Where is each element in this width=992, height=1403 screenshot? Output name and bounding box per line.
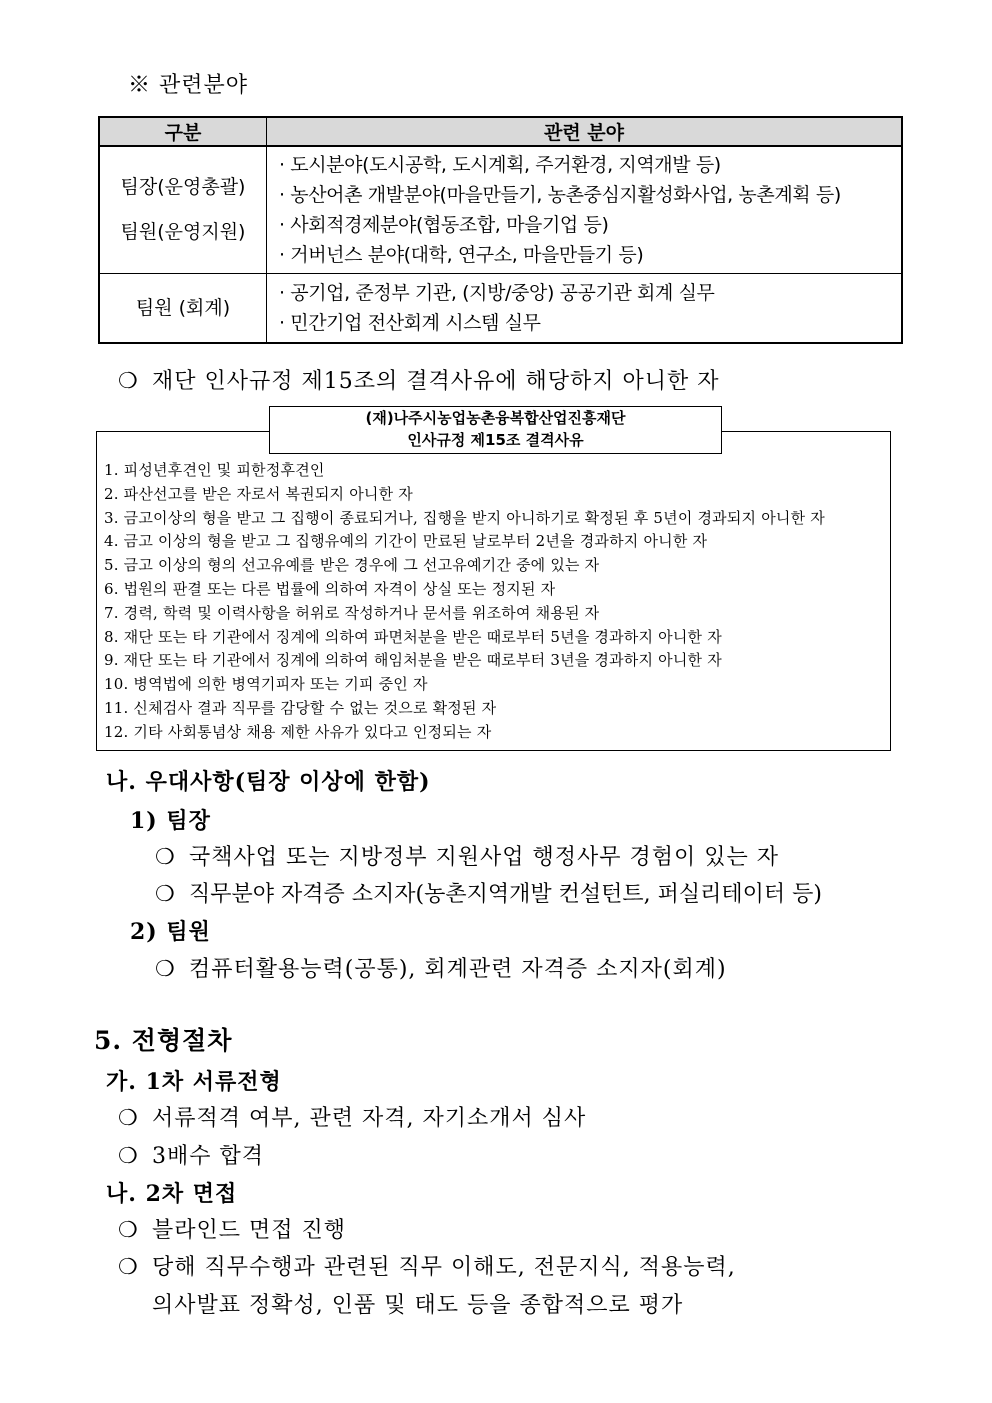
circle-bullet-icon: ❍	[118, 1106, 139, 1131]
round2-item-text: 블라인드 면접 진행	[152, 1218, 347, 1243]
table-header-row	[99, 117, 902, 146]
list-item: 3. 금고이상의 형을 받고 그 집행이 종료되거나, 집행을 받지 아니하기로 확정된 후 5년이 경과되지 아니한 자	[104, 508, 825, 527]
round1-item-text: 3배수 합격	[152, 1144, 264, 1169]
category-label: 팀원(운영지원)	[120, 221, 246, 243]
disqualification-box-title	[269, 406, 722, 454]
related-fields-table	[98, 116, 903, 344]
field-item: · 도시분야(도시공학, 도시계획, 주거환경, 지역개발 등)	[279, 154, 721, 176]
disqualification-line	[118, 364, 720, 395]
circle-bullet-icon: ❍	[155, 845, 176, 870]
leader-item-text: 국책사업 또는 지방정부 지원사업 행정사무 경험이 있는 자	[189, 845, 780, 870]
member-item	[155, 952, 727, 983]
leader-heading: 1) 팀장	[130, 808, 211, 834]
column-header-fields: 관련 분야	[267, 117, 903, 146]
field-item: · 농산어촌 개발분야(마을만들기, 농촌중심지활성화사업, 농촌계획 등)	[279, 184, 841, 206]
foundation-name: (재)나주시농업농촌융복합산업진흥재단	[365, 409, 626, 427]
member-heading: 2) 팀원	[130, 919, 211, 945]
category-label: 팀원 (회계)	[135, 296, 231, 319]
round1-item	[118, 1139, 264, 1170]
round1-heading: 가. 1차 서류전형	[106, 1069, 282, 1095]
preference-heading: 나. 우대사항(팀장 이상에 한함)	[106, 769, 431, 795]
circle-bullet-icon: ❍	[118, 1255, 139, 1280]
leader-item	[155, 840, 779, 871]
list-item: 1. 피성년후견인 및 피한정후견인	[104, 461, 325, 479]
circle-bullet-icon: ❍	[118, 369, 139, 394]
list-item: 9. 재단 또는 타 기관에서 징계에 의하여 해임처분을 받은 때로부터 3년을 경과하지 아니한 자	[104, 651, 722, 670]
list-item: 5. 금고 이상의 형의 선고유예를 받은 경우에 그 선고유예기간 중에 있는 자	[104, 556, 600, 575]
round1-item-text: 서류적격 여부, 관련 자격, 자기소개서 심사	[152, 1106, 587, 1131]
related-fields-heading: ※ 관련분야	[128, 73, 249, 98]
field-item: · 공기업, 준정부 기관, (지방/중앙) 공공기관 회계 실무	[279, 282, 715, 304]
fields-cell	[267, 274, 903, 344]
disqualification-list	[104, 459, 825, 745]
round2-item	[118, 1213, 346, 1244]
table-row	[99, 274, 902, 344]
field-item: · 민간기업 전산회계 시스템 실무	[279, 312, 541, 334]
category-label: 팀장(운영총괄)	[120, 176, 246, 198]
list-item: 10. 병역법에 의한 병역기피자 또는 기피 중인 자	[104, 675, 428, 694]
round2-continuation: 의사발표 정확성, 인품 및 태도 등을 종합적으로 평가	[152, 1293, 684, 1318]
table-row	[99, 146, 902, 274]
field-item: · 사회적경제분야(협동조합, 마을기업 등)	[279, 214, 609, 236]
list-item: 4. 금고 이상의 형을 받고 그 집행유예의 기간이 만료된 날로부터 2년을 경과하지 아니한 자	[104, 532, 708, 551]
list-item: 7. 경력, 학력 및 이력사항을 허위로 작성하거나 문서를 위조하여 채용된 자	[104, 603, 600, 622]
leader-item-text: 직무분야 자격증 소지자(농촌지역개발 컨설턴트, 퍼실리테이터 등)	[189, 882, 822, 907]
round1-item	[118, 1101, 586, 1132]
member-item-text: 컴퓨터활용능력(공통), 회계관련 자격증 소지자(회계)	[189, 957, 727, 982]
list-item: 12. 기타 사회통념상 채용 제한 사유가 있다고 인정되는 자	[104, 722, 492, 741]
circle-bullet-icon: ❍	[155, 882, 176, 907]
column-header-category: 구분	[99, 117, 267, 146]
circle-bullet-icon: ❍	[118, 1218, 139, 1243]
list-item: 6. 법원의 판결 또는 다른 법률에 의하여 자격이 상실 또는 정지된 자	[104, 579, 556, 598]
category-cell	[99, 274, 267, 344]
round2-heading: 나. 2차 면접	[106, 1181, 238, 1207]
circle-bullet-icon: ❍	[118, 1144, 139, 1169]
list-item: 11. 신체검사 결과 직무를 감당할 수 없는 것으로 확정된 자	[104, 698, 497, 717]
round2-item	[118, 1250, 736, 1281]
fields-cell	[267, 146, 903, 274]
regulation-title: 인사규정 제15조 결격사유	[407, 431, 584, 449]
category-cell	[99, 146, 267, 274]
disqualification-text: 재단 인사규정 제15조의 결격사유에 해당하지 아니한 자	[152, 369, 720, 394]
circle-bullet-icon: ❍	[155, 957, 176, 982]
list-item: 8. 재단 또는 타 기관에서 징계에 의하여 파면처분을 받은 때로부터 5년을 경과하지 아니한 자	[104, 627, 722, 646]
round2-item-text: 당해 직무수행과 관련된 직무 이해도, 전문지식, 적용능력,	[152, 1255, 736, 1280]
selection-heading: 5. 전형절차	[94, 1026, 233, 1055]
field-item: · 거버넌스 분야(대학, 연구소, 마을만들기 등)	[279, 244, 644, 266]
list-item: 2. 파산선고를 받은 자로서 복권되지 아니한 자	[104, 484, 413, 503]
leader-item	[155, 877, 822, 908]
